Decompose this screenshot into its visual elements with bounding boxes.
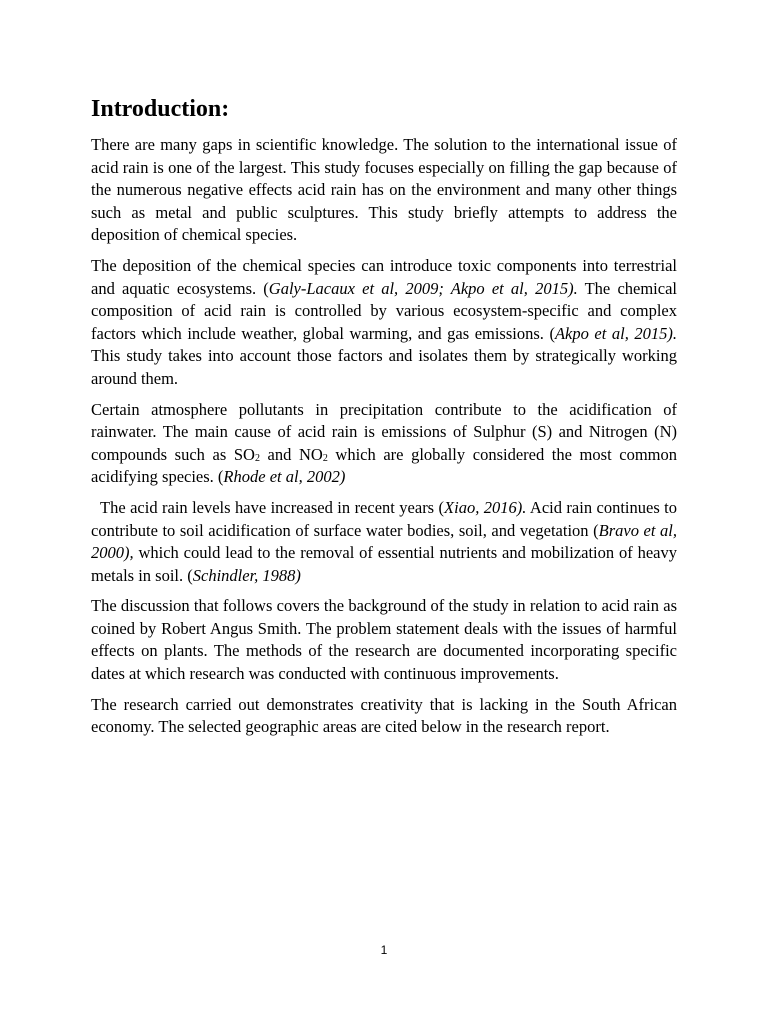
section-heading: Introduction: — [91, 96, 230, 122]
paragraph-2-text-2: The chemical composition of acid rain is controlled by various ecosystem-specific and complex factors which include weather, global warming, and gas emissions. ( — [91, 278, 677, 343]
paragraph-2-text-1: The deposition of the chemical species can introduce toxic components into terrestrial and aquatic ecosystems. ( — [91, 255, 677, 298]
paragraph-3-text-2: and NO — [259, 444, 323, 464]
paragraph-4-text-3: which could lead to the removal of essential nutrients and mobilization of heavy metals in soil. ( — [91, 543, 677, 585]
paragraph-4-text-1: The acid rain levels have increased in recent years ( — [100, 497, 445, 517]
paragraph-3 — [91, 399, 677, 489]
citation-rhode: Rhode et al, 2002) — [223, 467, 346, 487]
no2-subscript: 2 — [322, 452, 328, 464]
paragraph-4-text-2: Acid rain continues to contribute to soil acidification of surface water bodies, soil, and vegetation ( — [91, 497, 678, 540]
paragraph-2 — [91, 255, 677, 391]
body-text — [91, 134, 677, 747]
citation-bravo: Bravo et al, 2000), — [91, 520, 677, 563]
paragraph-4 — [91, 497, 677, 587]
citation-xiao: Xiao, 2016). — [444, 497, 527, 517]
citation-galy-lacaux-akpo: Galy-Lacaux et al, 2009; Akpo et al, 2015). — [268, 278, 578, 298]
paragraph-6: The research carried out demonstrates creativity that is lacking in the South African economy. The selected geographic areas are cited below in the research report. — [91, 694, 677, 737]
citation-akpo: Akpo et al, 2015). — [554, 323, 677, 343]
paragraph-5: The discussion that follows covers the background of the study in relation to acid rain as coined by Robert Angus Smith. The problem statement deals with the issues of harmful effects on plants. The methods of the research are documented incorporating specific dates at which research was conducted with continuous improvements. — [91, 596, 677, 684]
paragraph-3-text-1: Certain atmosphere pollutants in precipitation contribute to the acidification of rainwater. The main cause of acid rain is emissions of Sulphur (S) and Nitrogen (N) compounds such as SO — [91, 399, 677, 464]
paragraph-3-text-3: which are globally considered the most common acidifying species. ( — [91, 444, 677, 487]
so2-subscript: 2 — [254, 452, 260, 464]
paragraph-2-text-3: This study takes into account those factors and isolates them by strategically working around them. — [91, 346, 677, 388]
citation-schindler: Schindler, 1988) — [192, 565, 301, 585]
paragraph-1: There are many gaps in scientific knowledge. The solution to the international issue of acid rain is one of the largest. This study focuses especially on filling the gap because of the numerous negative effects acid rain has on the environment and many other things such as metal and public sculptures. This study briefly attempts to address the deposition of chemical species. — [91, 135, 677, 245]
page-number: 1 — [380, 943, 388, 957]
